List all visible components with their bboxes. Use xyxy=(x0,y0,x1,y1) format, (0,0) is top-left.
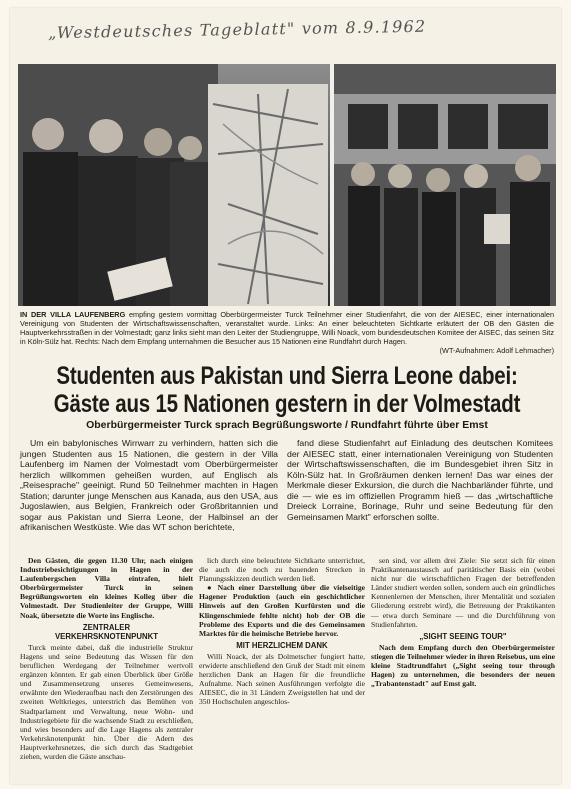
photo-credit: (WT-Aufnahmen: Adolf Lehmacher) xyxy=(439,346,554,356)
column-1-heading-line-2: VERKEHRSKNOTENPUNKT xyxy=(54,631,159,641)
article-column-1 xyxy=(20,556,193,761)
column-3-body: sen sind, vor allem drei Ziele: Sie setzt sich für einen Praktikantenaustausch auf paritätischer Basis ein (wobei nicht nur die wirtschaftlichen Fragen der betreffenden Länder studiert werden sollen, sondern auch ein gründliches Kennenlernen der Menschen, ihrer Mentalität und sozialen Gliederung erstrebt wird), die Betreuung der Praktikanten — etwa durch Seminare — und die Durchführung von Studienfahrten. xyxy=(371,556,555,629)
lead-paragraph-left: Um ein babylonisches Wirrwarr zu verhindern, hatten sich die jungen Studenten aus 15 Nationen, die gestern in der Villa Laufenberg im Namen der Volmestadt vom Oberbürgermeister herzlich willkommen geheißen wurden, auf Englisch als „Reisesprache" geeinigt. Rund 50 Teilnehmer machten in Hagen Station; darunter junge Menschen aus Kanada, aus den USA, aus Jugoslawien, aus Belgien, Frankreich oder Großbritannien und sogar aus Pakistan und Sierra Leone, der Halbinsel an der afrikanischen Westküste. Wie das WT schon berichtete, xyxy=(20,438,278,533)
handwritten-note: „Westdeutsches Tageblatt" vom 8.9.1962 xyxy=(47,16,427,43)
headline-line-2: Gäste aus 15 Nationen gestern in der Volmestadt xyxy=(53,390,521,419)
subheadline: Oberbürgermeister Turck sprach Begrüßungsworte / Rundfahrt führte über Emst xyxy=(86,419,488,431)
headline-line-1: Studenten aus Pakistan und Sierra Leone dabei: xyxy=(56,362,518,391)
article-column-2 xyxy=(199,556,365,707)
column-3-highlight: Nach dem Empfang durch den Oberbürgermeister stiegen die Teilnehmer wieder in ihren Reisebus, um eine kleine Stadtrundfahrt („Sight seeing tour through Hagen) zu unternehmen, die besonders der neuen „Trabantenstadt" auf Emst galt. xyxy=(371,642,555,689)
news-photo xyxy=(18,64,556,306)
headline xyxy=(20,362,554,418)
photo-caption xyxy=(20,310,554,355)
column-1-heading xyxy=(20,623,193,641)
column-2-body-2: Willi Noack, der als Dolmetscher fungiert hatte, erwiderte anschließend den Gruß der Stadt mit einem herzlichen Dank an Hagen für die freundliche Aufnahme. Nach seinen Ausführungen verfolgte die AIESEC, die in 31 Ländern Zweigstellen hat und der 350 Hochschulen angeschlos- xyxy=(199,651,365,707)
lead-paragraph-right: fand diese Studienfahrt auf Einladung des deutschen Komitees der AIESEC statt, einer internationalen Vereinigung von Studenten der Wirtschaftswissenschaften, die im Bundesgebiet ihren Sitz in Köln-Sülz hat. In Großräumen denken lernen! Das war eines der Merkmale dieser Exkursion, die durch die Nachbarländer führte, und die — wie es im offiziellen Programm hieß — das „wirtschaftliche Dreieck Lorraine, Borinage, Ruhr und seine Bedeutung für den Gemeinsamen Markt" erforschen sollte. xyxy=(287,438,553,522)
article-column-3 xyxy=(371,556,555,688)
column-1-body: Turck meinte dabei, daß die industrielle Struktur Hagens und seine Bedeutung das Wissen für den beruflichen Werdegang der Teilnehmer wertvoll ergänzen könnten. Er gab einen Überblick über Größe und Zusammensetzung unseres Gemeinwesens, erwähnte den Wiederaufbau nach den Zerstörungen des zweiten Weltkrieges, unterstrich das Bemühen von Stadtparlament und Verwaltung, neue Wohn- und Industriegebiete für die wachsende Stadt zu erschließen, und wies besonders auf die Lage Hagens als zentraler Verkehrsknotenpunkt hin. Über die Adern des Hauptverkehrsnetzes, die sich durch das Stadtgebiet ziehen, wurden die Gäste anschau- xyxy=(20,642,193,761)
photo-icon xyxy=(18,64,556,306)
column-2-heading: MIT HERZLICHEM DANK xyxy=(236,640,328,650)
column-2-body-1: lich durch eine beleuchtete Sichtkarte unterrichtet, die auch die noch zu bauenden Strecken in Planungsskizzen deutlich werden ließ. xyxy=(199,556,365,584)
column-1-heading-line-1: ZENTRALER xyxy=(82,622,131,632)
column-3-heading: „SIGHT SEEING TOUR" xyxy=(419,631,507,641)
caption-text: empfing gestern vormittag Oberbürgermeister Turck Teilnehmer einer Studienfahrt, die von der AIESEC, einer internationalen Vereinigung von Studenten der Wirtschaftswissenschaften, veranstaltet wurde. Links: An einer beleuchteten Sichtkarte erläutert der OB den Gästen die Hauptverkehrsstraßen in der Volmestadt; ganz links sieht man den Leiter der Studiengruppe, Willi Noack, vom bundesdeutschen Komitee der AISEC, das seinen Sitz in Köln-Sülz hat. Rechts: Nach dem Empfang unternahmen die Besucher aus 15 Nationen eine Rundfahrt durch Hagen. xyxy=(20,310,555,347)
column-2-highlight: ● Nach einer Darstellung über die vielseitige Hagener Produktion (auch ein geschichtlicher Hinweis auf den Großen Kurfürsten und die Klingenschmiede fehlte nicht) hob der OB die Probleme des Exports und die des Gemeinsamen Marktes für die heimische Betriebe hervor. xyxy=(199,583,365,638)
caption-lead: IN DER VILLA LAUFENBERG xyxy=(20,310,126,319)
column-1-intro: Den Gästen, die gegen 11.30 Uhr, nach einigen Industriebesichtigungen in Hagen in der Laufenbergschen Villa eintrafen, hielt Oberbürgermeister Turck in seinen Begrüßungsworten ein kleines Kolleg über die Volmestadt. Der Studienleiter der Gruppe, Willi Noak, übersetzte die Worte ins Englische. xyxy=(20,556,193,620)
